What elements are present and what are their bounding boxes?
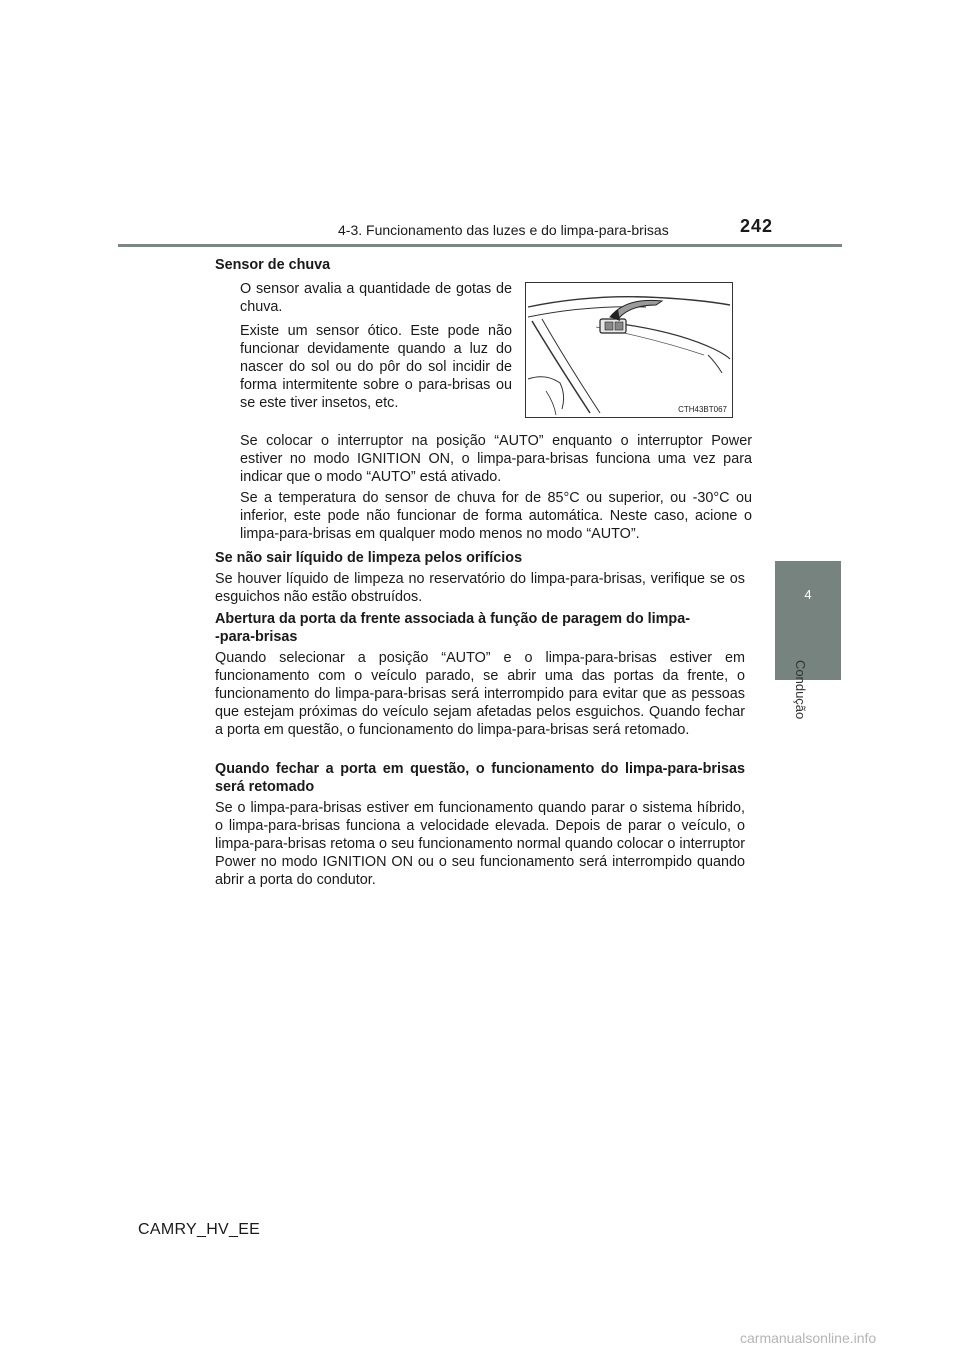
footer-model-code: CAMRY_HV_EE xyxy=(138,1221,261,1238)
windshield-illustration xyxy=(526,283,732,417)
chapter-tab-label: Condução xyxy=(793,660,808,720)
watermark: carmanualsonline.info xyxy=(740,1330,877,1346)
heading-front-door: Abertura da porta da frente associada à função de paragem do limpa- -para-brisas xyxy=(215,611,691,645)
paragraph-no-fluid: Se houver líquido de limpeza no reservatório do limpa-para-brisas, verifique se os esguichos não estão obstruídos. xyxy=(215,571,745,605)
chapter-tab-number: 4 xyxy=(804,587,812,602)
paragraph-sensor-evaluation: O sensor avalia a quantidade de gotas de chuva. xyxy=(240,281,512,315)
chapter-tab xyxy=(775,561,841,680)
page-header-section: 4-3. Funcionamento das luzes e do limpa-para-brisas xyxy=(338,222,669,238)
paragraph-door-closed: Se o limpa-para-brisas estiver em funcionamento quando parar o sistema híbrido, o limpa-para-brisas funciona a velocidade elevada. Depois de parar o veículo, o limpa-para-brisas retoma o seu funcionamento normal quando colocar o interruptor Power no modo IGNITION ON ou o seu funcionamento será interrompido quando abrir a porta do condutor. xyxy=(215,800,745,888)
heading-no-fluid: Se não sair líquido de limpeza pelos orifícios xyxy=(215,550,523,566)
header-rule xyxy=(118,244,842,247)
heading-door-closed: Quando fechar a porta em questão, o funcionamento do limpa-para-brisas será retomado xyxy=(215,761,745,795)
paragraph-front-door: Quando selecionar a posição “AUTO” e o limpa-para-brisas estiver em funcionamento com o veículo parado, se abrir uma das portas da frente, o funcionamento do limpa-para-brisas será interrompido para evitar que as pessoas que estejam próximas do veículo sejam afetadas pelos esguichos. Quando fechar a porta em questão, o funcionamento do limpa-para-brisas será retomado. xyxy=(215,650,745,738)
paragraph-temperature: Se a temperatura do sensor de chuva for de 85°C ou superior, ou -30°C ou inferior, este pode não funcionar de forma automática. Neste caso, acione o limpa-para-brisas em qualquer modo menos no modo “AUTO”. xyxy=(240,490,752,542)
page-number: 242 xyxy=(740,216,774,236)
figure-code: CTH43BT067 xyxy=(678,405,727,414)
paragraph-optical-sensor: Existe um sensor ótico. Este pode não funcionar devidamente quando a luz do nascer do sol ou do pôr do sol incidir de forma intermitente sobre o para-brisas ou se este tiver insetos, etc. xyxy=(240,323,512,411)
heading-rain-sensor: Sensor de chuva xyxy=(215,257,331,273)
windshield-sensor-figure xyxy=(525,282,733,418)
paragraph-auto-mode: Se colocar o interruptor na posição “AUTO” enquanto o interruptor Power estiver no modo IGNITION ON, o limpa-para-brisas funciona uma vez para indicar que o modo “AUTO” está ativado. xyxy=(240,433,752,485)
